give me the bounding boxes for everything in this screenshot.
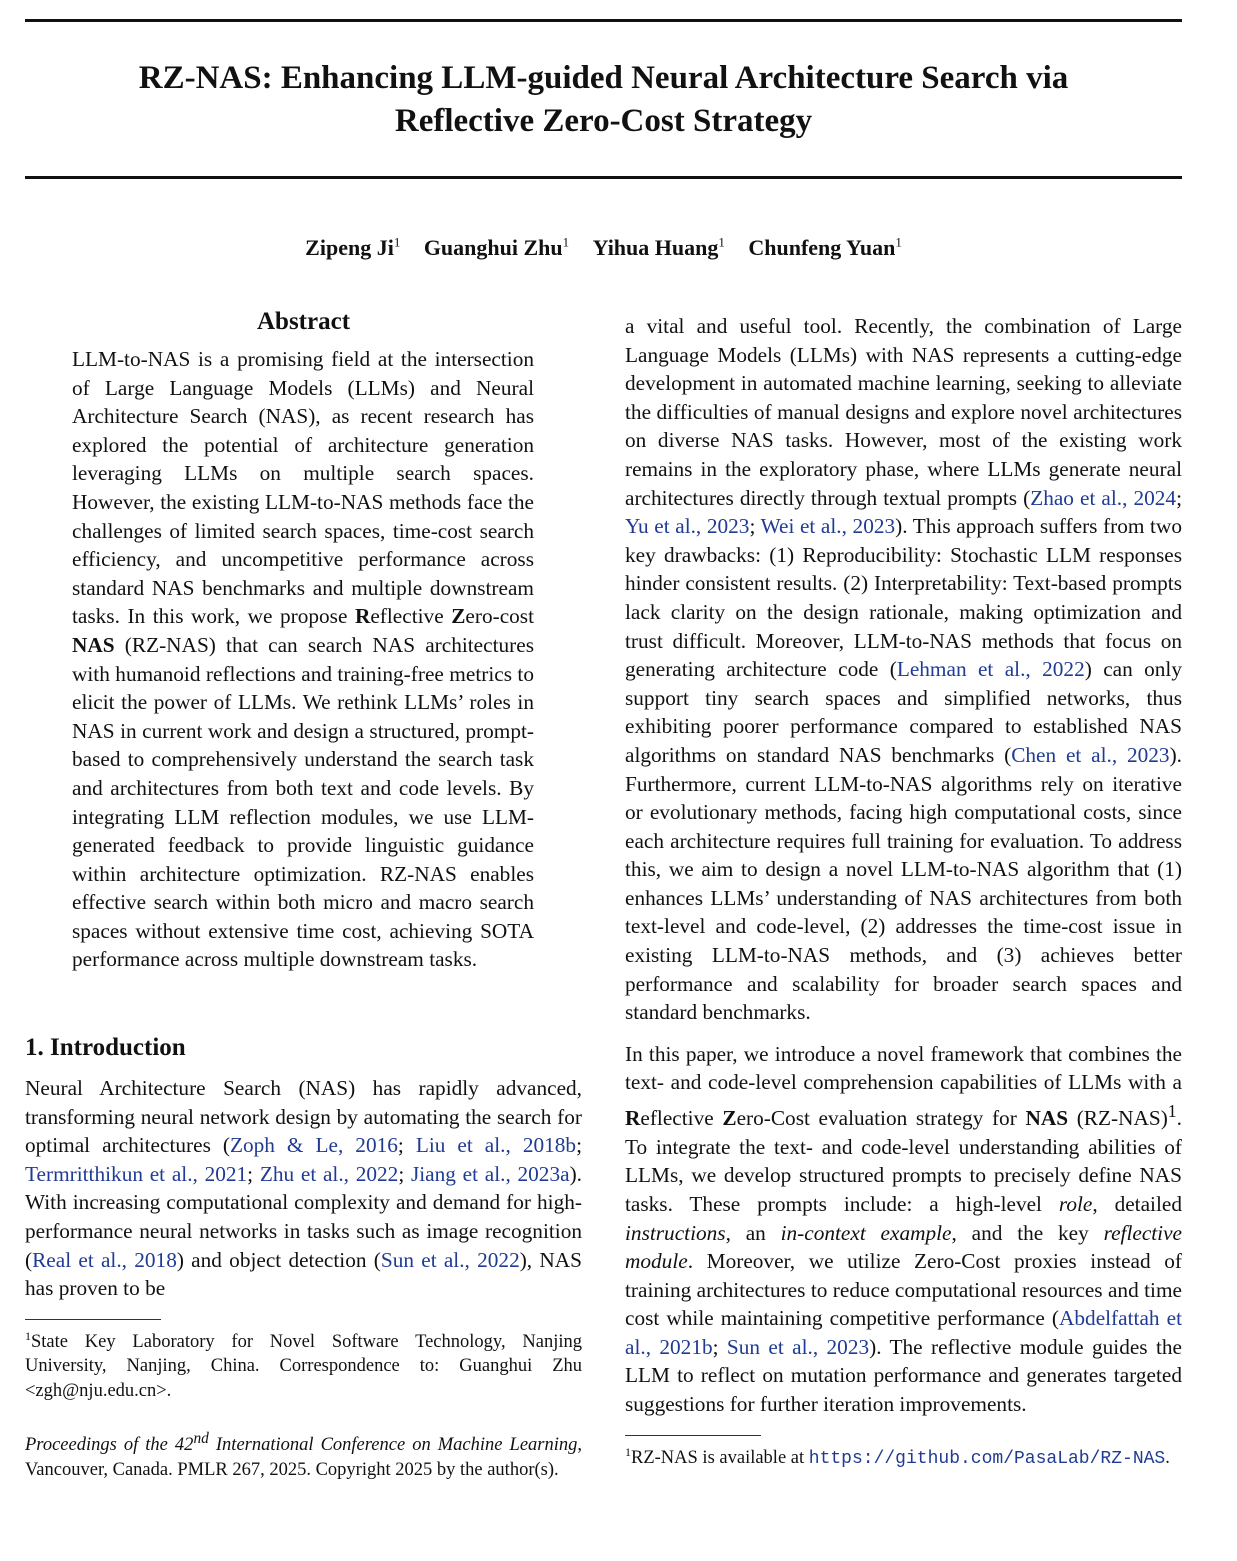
citation-link[interactable]: Lehman et al., 2022 — [896, 657, 1085, 682]
citation-link[interactable]: Termritthikun et al., 2021 — [25, 1161, 248, 1186]
footnote-divider — [625, 1435, 761, 1436]
affiliation-footnote: $^1$State Key Laboratory for Novel Software Technology, Nanjing University, Nanjing, China. Correspondence to: Guanghui Zhu <zgh@nju.edu.cn>. — [25, 1328, 582, 1401]
abstract-heading: Abstract — [256, 308, 351, 335]
author-list — [0, 229, 1207, 262]
author-1: Zipeng Ji$^1$ — [305, 235, 401, 261]
title-line-2: Reflective Zero-Cost Strategy — [394, 103, 813, 139]
citation-link[interactable]: Real et al., 2018 — [32, 1247, 177, 1272]
author-2: Guanghui Zhu$^1$ — [423, 235, 570, 261]
citation-link[interactable]: Zhu et al., 2022 — [259, 1161, 399, 1186]
citation-link[interactable]: Abdelfattah et al., 2021b — [625, 1306, 1182, 1359]
author-3: Yihua Huang$^1$ — [592, 235, 725, 261]
citation-link[interactable]: Yu et al., 2023 — [625, 514, 750, 539]
intro-paragraph-3: In this paper, we introduce a novel framework that combines the text- and code-level comprehension capabilities of LLMs with a Reflective Zero-Cost evaluation strategy for NAS $(RZ-NAS)^1$. To integrate the text- and code-level understanding abilities of LLMs, we develop structured prompts to precisely define NAS tasks. These prompts include: a high-level role, detailed instructions, an in-context example, and the key reflective module. Moreover, we utilize Zero-Cost proxies instead of training architectures to reduce computational resources and time cost while maintaining competitive performance (Abdelfattah et al., 2021b; Sun et al., 2023). The reflective module guides the LLM to reflect on mutation performance and generates targeted suggestions for further iteration improvements. — [625, 1041, 1183, 1417]
github-link[interactable]: https://github.com/PasaLab/RZ-NAS — [808, 1448, 1166, 1469]
citation-link[interactable]: Wei et al., 2023 — [760, 514, 896, 539]
author-4: Chunfeng Yuan$^1$ — [748, 235, 902, 261]
citation-link[interactable]: Chen et al., 2023 — [1011, 742, 1170, 767]
title-bottom-rule — [25, 176, 1182, 179]
right-column — [625, 312, 1182, 1471]
left-column — [25, 305, 582, 1483]
intro-paragraph-1: Neural Architecture Search (NAS) has rapidly advanced, transforming neural network design by automating the search for optimal architectures (Zoph & Le, 2016; Liu et al., 2018b; Termritthikun et al., 2021; Zhu et al., 2022; Jiang et al., 2023a). With increasing computational complexity and demand for high-performance neural networks in tasks such as image recognition (Real et al., 2018) and object detection (Sun et al., 2022), NAS has proven to be — [25, 1076, 582, 1301]
proceedings-note: Proceedings of the 42nd International Conference on Machine Learning, Vancouver, Canada. PMLR 267, 2025. Copyright 2025 by the author(s). — [25, 1430, 583, 1481]
citation-link[interactable]: Sun et al., 2022 — [380, 1247, 520, 1272]
paper-title — [25, 57, 1182, 143]
citation-link[interactable]: Sun et al., 2023 — [726, 1334, 870, 1359]
footnote-divider — [25, 1319, 161, 1320]
citation-link[interactable]: Zoph & Le, 2016 — [229, 1133, 398, 1158]
introduction-heading: 1. Introduction — [25, 1034, 186, 1062]
title-line-1: RZ-NAS: Enhancing LLM-guided Neural Architecture Search via — [138, 60, 1069, 96]
citation-link[interactable]: Jiang et al., 2023a — [410, 1161, 570, 1186]
code-availability-footnote: $^1$RZ-NAS is available at https://github.com/PasaLab/RZ-NAS. — [625, 1444, 1170, 1469]
intro-paragraph-2: a vital and useful tool. Recently, the combination of Large Language Models (LLMs) with NAS represents a cutting-edge development in automated machine learning, seeking to alleviate the difficulties of manual designs and explore novel architectures on diverse NAS tasks. However, most of the existing work remains in the exploratory phase, where LLMs generate neural architectures directly through textual prompts (Zhao et al., 2024; Yu et al., 2023; Wei et al., 2023). This approach suffers from two key drawbacks: (1) Reproducibility: Stochastic LLM responses hinder consistent results. (2) Interpretability: Text-based prompts lack clarity on the design rationale, making optimization and trust difficult. Moreover, LLM-to-NAS methods that focus on generating architecture code (Lehman et al., 2022) can only support tiny search spaces and simplified networks, thus exhibiting poorer performance compared to established NAS algorithms on standard NAS benchmarks (Chen et al., 2023). Furthermore, current LLM-to-NAS algorithms rely on iterative or evolutionary methods, facing high computational costs, since each architecture requires full training for evaluation. To address this, we aim to design a novel LLM-to-NAS algorithm that (1) enhances LLMs’ understanding of NAS architectures from both text-level and code-level, (2) addresses the time-cost issue in existing LLM-to-NAS methods, and (3) achieves better performance and scalability for broader search spaces and standard benchmarks. — [625, 314, 1182, 1025]
abstract-text: LLM-to-NAS is a promising field at the intersection of Large Language Models (LLMs) and Neural Architecture Search (NAS), as recent research has explored the potential of architecture generation leveraging LLMs on multiple search spaces. However, the existing LLM-to-NAS methods face the challenges of limited search spaces, time-cost search efficiency, and uncompetitive performance across standard NAS benchmarks and multiple downstream tasks. In this work, we propose Reflective Zero-cost NAS (RZ-NAS) that can search NAS architectures with humanoid reflections and training-free metrics to elicit the power of LLMs. We rethink LLMs’ roles in NAS in current work and design a structured, prompt-based to comprehensively understand the search task and architectures from both text and code levels. By integrating LLM reflection modules, we use LLM-generated feedback to provide linguistic guidance within architecture optimization. RZ-NAS enables effective search within both micro and macro search spaces without extensive time cost, achieving SOTA performance across multiple downstream tasks. — [72, 347, 534, 972]
citation-link[interactable]: Zhao et al., 2024 — [1030, 485, 1177, 510]
citation-link[interactable]: Liu et al., 2018b — [415, 1133, 577, 1158]
title-top-rule — [25, 19, 1182, 22]
